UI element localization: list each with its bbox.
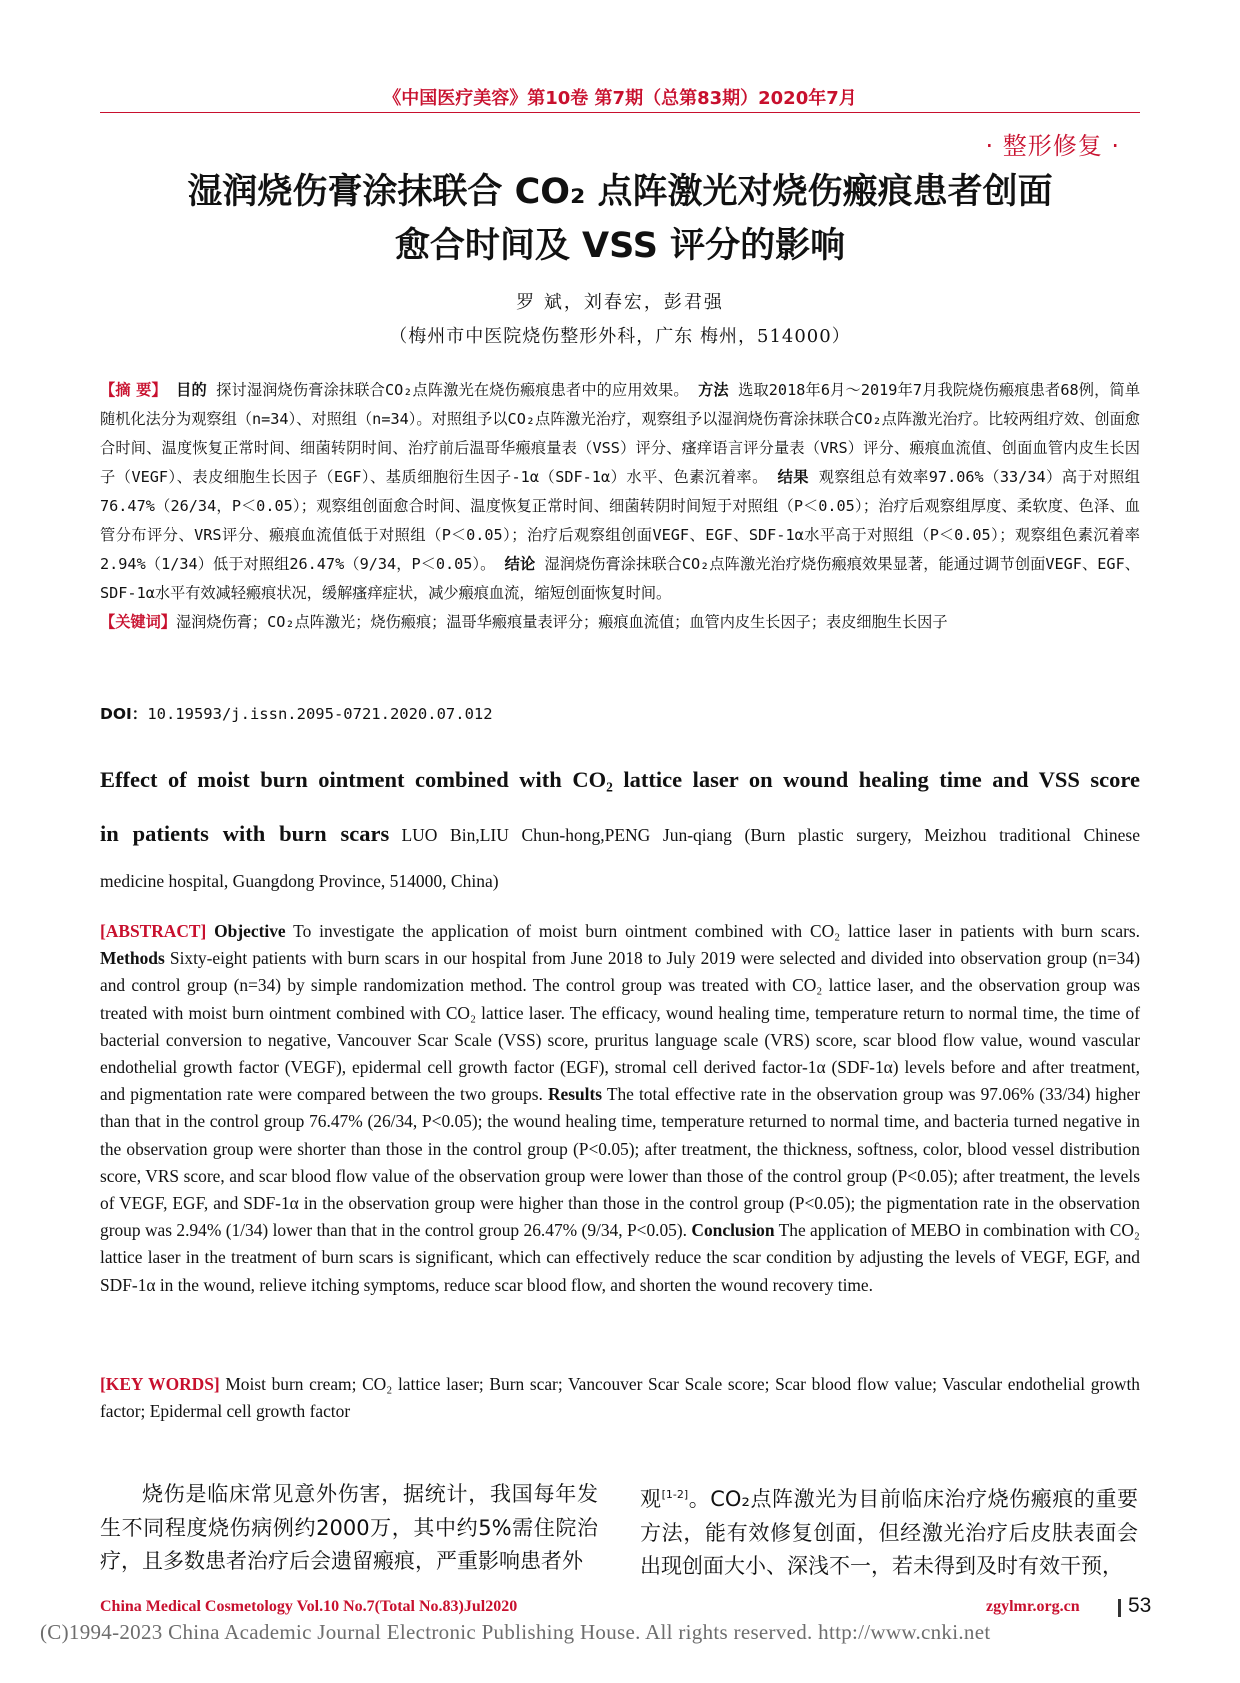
body-right-rest: 。CO₂点阵激光为目前临床治疗烧伤瘢痕的重要方法，能有效修复创面，但经激光治疗后皮肤表面会出现创面大小、深浅不一，若未得到及时有效干预， xyxy=(640,1487,1139,1578)
column-label: · 整形修复 · xyxy=(985,132,1120,160)
en-abstract-tag: [ABSTRACT] xyxy=(100,921,207,941)
english-abstract xyxy=(100,918,1140,1299)
english-title-end: in patients with burn scars xyxy=(100,821,390,846)
en-conclusion-label: Conclusion xyxy=(691,1220,775,1241)
doi-value: 10.19593/j.issn.2095-0721.2020.07.012 xyxy=(147,705,493,723)
objective-label: 目的 xyxy=(176,381,207,399)
english-title-line-1: Effect of moist burn ointment combined with CO₂ lattice laser on wound healing time and VSS score xyxy=(100,767,1140,792)
en-keywords-tag: [KEY WORDS] xyxy=(100,1374,220,1394)
article-title xyxy=(100,165,1140,273)
en-methods: Sixty-eight patients with burn scars in our hospital from June 2018 to July 2019 were selected and divided into observation group (n=34) and control group (n=34) by simple randomization method. The control group was treated with CO₂ lattice laser, and the observation group was treated with moist burn ointment combined with CO₂ lattice laser. The efficacy, wound healing time, temperature return to normal time, the time of bacterial conversion to negative, Vancouver Scar Scale (VSS) score, pruritus language scale (VRS) score, scar blood flow value, wound vascular endothelial growth factor (VEGF), epidermal cell growth factor (EGF), stromal cell derived factor-1α (SDF-1α) levels before and after treatment, and pigmentation rate were compared between the two groups. xyxy=(100,948,1140,1105)
en-objective-label: Objective xyxy=(214,921,286,941)
page-number: 53 xyxy=(1128,1594,1152,1617)
doi-label: DOI： xyxy=(100,705,148,723)
en-objective: To investigate the application of moist burn ointment combined with CO₂ lattice laser in patients with burn scars. xyxy=(293,921,1140,941)
english-authors: LUO Bin,LIU Chun-hong,PENG Jun-qiang (Burn plastic surgery, Meizhou traditional Chinese xyxy=(401,825,1140,845)
doi xyxy=(100,702,493,724)
footer-divider xyxy=(1118,1599,1121,1617)
keywords-text: 湿润烧伤膏；CO₂点阵激光；烧伤瘢痕；温哥华瘢痕量表评分；瘢痕血流值；血管内皮生长因子；表皮细胞生长因子 xyxy=(175,613,948,631)
en-results: The total effective rate in the observation group was 97.06% (33/34) higher than that in the control group 76.47% (26/34, P<0.05); the wound healing time, temperature returned to normal time, and bacteria turned negative in the observation group were shorter than those in the control group (P<0.05); after treatment, the thickness, softness, color, blood vessel distribution score, VRS score, and scar blood flow value of the observation group were lower than those of the control group (P<0.05); after treatment, the levels of VEGF, EGF, and SDF-1α in the observation group were higher than those in the control group (P<0.05); the pigmentation rate in the observation group was 2.94% (1/34) lower than that in the control group 26.47% (9/34, P<0.05). xyxy=(100,1084,1140,1241)
results-label: 结果 xyxy=(777,468,810,486)
title-line-2: 愈合时间及 VSS 评分的影响 xyxy=(394,226,846,266)
objective-text: 探讨湿润烧伤膏涂抹联合CO₂点阵激光在烧伤瘢痕患者中的应用效果。 xyxy=(216,381,689,399)
citation-ref: [1-2] xyxy=(661,1488,689,1501)
chinese-abstract xyxy=(100,376,1140,637)
keywords-tag: 【关键词】 xyxy=(100,613,176,631)
affiliation: （梅州市中医院烧伤整形外科，广东 梅州，514000） xyxy=(389,326,851,347)
authors: 罗 斌，刘春宏，彭君强 xyxy=(516,292,724,313)
conclusion-label: 结论 xyxy=(504,555,536,573)
footer-journal: China Medical Cosmetology Vol.10 No.7(Total No.83)Jul2020 xyxy=(100,1598,518,1615)
methods-label: 方法 xyxy=(698,381,729,399)
en-keywords-text: Moist burn cream; CO₂ lattice laser; Burn scar; Vancouver Scar Scale score; Scar blood flow value; Vascular endothelial growth factor; Epidermal cell growth factor xyxy=(100,1374,1140,1422)
en-methods-label: Methods xyxy=(100,948,165,969)
english-title-line-2 xyxy=(100,819,1140,852)
results-text: 观察组总有效率97.06%（33/34）高于对照组76.47%（26/34，P＜0.05）；观察组创面愈合时间、温度恢复正常时间、细菌转阴时间短于对照组（P＜0.05）；治疗后观察组厚度、柔软度、色泽、血管分布评分、VRS评分、瘢痕血流值低于对照组（P＜0.05）；治疗后观察组创面VEGF、EGF、SDF-1α水平高于对照组（P＜0.05）；观察组色素沉着率2.94%（1/34）低于对照组26.47%（9/34，P＜0.05）。 xyxy=(100,468,1140,573)
en-conclusion: The application of MEBO in combination with CO₂ lattice laser in the treatment of burn scars is significant, which can effectively reduce the scar condition by adjusting the levels of VEGF, EGF, and SDF-1α in the wound, relieve itching symptoms, reduce scar blood flow, and shorten the wound recovery time. xyxy=(100,1220,1140,1295)
footer-website: zgylmr.org.cn xyxy=(986,1598,1080,1615)
conclusion-text: 湿润烧伤膏涂抹联合CO₂点阵激光治疗烧伤瘢痕效果显著，能通过调节创面VEGF、EGF、SDF-1α水平有效减轻瘢痕状况，缓解瘙痒症状，减少瘢痕血流，缩短创面恢复时间。 xyxy=(100,555,1140,602)
body-column-right xyxy=(640,1478,1138,1584)
journal-header: 《中国医疗美容》第10卷 第7期（总第83期）2020年7月 xyxy=(383,88,857,109)
title-line-1: 湿润烧伤膏涂抹联合 CO₂ 点阵激光对烧伤瘢痕患者创面 xyxy=(187,172,1053,212)
body-right-start: 观 xyxy=(640,1487,662,1511)
english-keywords xyxy=(100,1371,1140,1425)
en-results-label: Results xyxy=(547,1084,603,1105)
copyright-watermark: (C)1994-2023 China Academic Journal Electronic Publishing House. All rights reserved. http://www.cnki.net xyxy=(40,1620,991,1644)
abstract-tag: 【摘 要】 xyxy=(100,381,167,399)
english-affiliation: medicine hospital, Guangdong Province, 514000, China) xyxy=(100,871,499,891)
methods-text: 选取2018年6月～2019年7月我院烧伤瘢痕患者68例，简单随机化法分为观察组（n=34）、对照组（n=34）。对照组予以CO₂点阵激光治疗，观察组予以湿润烧伤膏涂抹联合CO₂点阵激光治疗。比较两组疗效、创面愈合时间、温度恢复正常时间、细菌转阴时间、治疗前后温哥华瘢痕量表（VSS）评分、瘙痒语言评分量表（VRS）评分、瘢痕血流值、创面血管内皮生长因子（VEGF）、表皮细胞生长因子（EGF）、基质细胞衍生因子-1α（SDF-1α）水平、色素沉着率。 xyxy=(100,381,1141,486)
body-column-left: 烧伤是临床常见意外伤害，据统计，我国每年发生不同程度烧伤病例约2000万，其中约5%需住院治疗，且多数患者治疗后会遗留瘢痕，严重影响患者外 xyxy=(100,1482,598,1573)
header-rule xyxy=(100,112,1140,113)
